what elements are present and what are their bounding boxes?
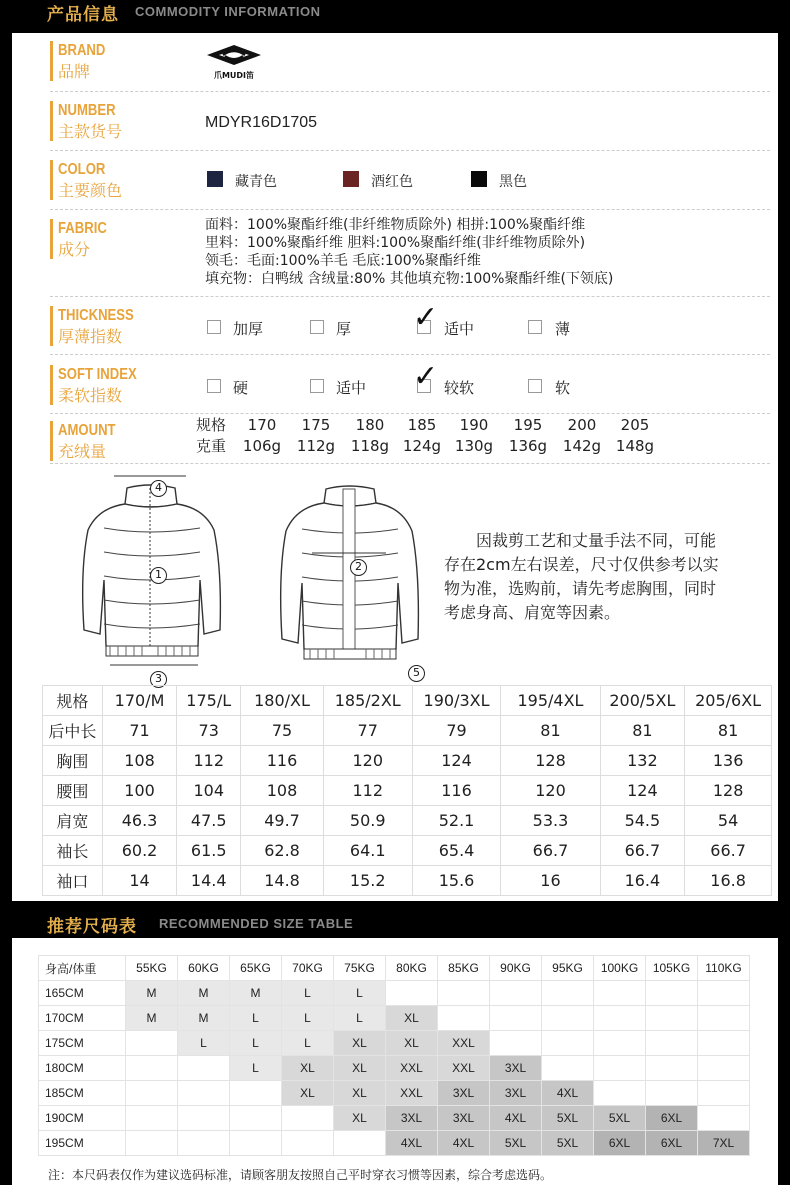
- size-table-cell: 46.3: [102, 806, 176, 836]
- fill-amount-size: 190: [459, 415, 489, 434]
- size-table-row: [43, 746, 772, 776]
- size-table-cell: 128: [501, 746, 600, 776]
- rec-table-cell: L: [230, 1006, 282, 1031]
- rec-table-cell: [230, 1081, 282, 1106]
- size-table-header-cell: 195/4XL: [501, 686, 600, 716]
- size-table-cell: 16.8: [685, 866, 772, 896]
- rec-table-cell: [698, 981, 750, 1006]
- rec-table-weight: 60KG: [178, 956, 230, 981]
- fill-amount-weight: 118g: [350, 436, 390, 455]
- size-table-header-cell: 170/M: [102, 686, 176, 716]
- rec-table-cell: [282, 1106, 334, 1131]
- size-table-cell: 79: [412, 716, 501, 746]
- rec-table-cell: 3XL: [438, 1106, 490, 1131]
- rec-table-row: [39, 1056, 750, 1081]
- fill-amount-weight: 106g: [242, 436, 282, 455]
- size-table-cell: 14.8: [241, 866, 324, 896]
- rec-table-cell: [646, 1081, 698, 1106]
- size-table-cell: 71: [102, 716, 176, 746]
- color-swatch-wine[interactable]: [343, 171, 359, 187]
- rec-table-row: [39, 1031, 750, 1056]
- brand-logo-text: 爪MUDI笛: [213, 71, 255, 80]
- size-table-row-label: 袖口: [43, 866, 103, 896]
- rec-table-cell: L: [282, 1031, 334, 1056]
- size-table-cell: 60.2: [102, 836, 176, 866]
- size-table-row: [43, 836, 772, 866]
- rec-table-cell: [438, 1006, 490, 1031]
- rec-table-cell: 3XL: [490, 1056, 542, 1081]
- rec-table-row: [39, 1131, 750, 1156]
- rec-table-cell: 4XL: [490, 1106, 542, 1131]
- size-table-cell: 61.5: [177, 836, 241, 866]
- size-table-header-row: [43, 686, 772, 716]
- size-table-cell: 66.7: [501, 836, 600, 866]
- rec-table-cell: [230, 1131, 282, 1156]
- size-table-header-cell: 185/2XL: [323, 686, 412, 716]
- rec-table-cell: XXL: [438, 1056, 490, 1081]
- rec-table-cell: L: [230, 1056, 282, 1081]
- fabric-line: 面料：100%聚酯纤维(非纤维物质除外) 相拼:100%聚酯纤维: [205, 217, 586, 233]
- rec-table-cell: [490, 981, 542, 1006]
- rec-table-weight: 70KG: [282, 956, 334, 981]
- section-title-cn: 推荐尺码表: [47, 917, 137, 937]
- soft-option: 硬: [233, 379, 249, 397]
- rec-table-cell: [438, 981, 490, 1006]
- rec-table-cell: [594, 981, 646, 1006]
- rec-table-cell: [594, 1031, 646, 1056]
- commodity-info-panel: BRAND 品牌 爪MUDI笛 NUMBER 主款货号 MDYR16D1705 COLOR 主要颜色 藏青色 酒红色 黑色 FABRIC 成分 面料：100%聚酯纤维(非纤维物质除外) 相拼:100%聚酯纤维 里料：100%聚酯纤维 胆料:100%聚酯纤维(非纤维物质除外) 领毛：毛面:100%羊毛 毛底:100%聚酯纤维 填充物：白鸭绒 含绒量:80% 其他填充物:100%聚酯纤维(下领底) THICKNESS 厚薄指数 加厚 厚 ✓ 适中 薄 SOFT INDEX 柔软指数 硬 适中 ✓ 较软 软 AMOUNT 充绒量 规格 170 175 180 185 190 195 200 205 克重 106g 112g 118g 124g 130g 136g 142g 148g 1 2 3 4 5 因裁剪工艺和丈量手法不同，可能 存在2cm左右误差，尺寸仅供参考以实 物为准，选购前，请先考虑胸围，同时 考虑身高、肩宽等因素。 规格 170/M 175/L 180/XL 185/2XL 190/3XL 195/4XL 200/5XL 205/6XL 后中长 71 73 75 77 79 81 81 81 胸围 108 112 116 120 124 128 132 136 腰围 100 104 108 112 116 120 124 128 肩宽 46.3 47.5 49.7 50.9 52.1 53.3 54.5 54 袖长 60.2 61.5 62.8 64.1 65.4 66.7 66.7 66.7 袖口 14 14.4 14.8 15.2 15.6 16 16.4 16.8: [12, 33, 778, 901]
- rec-table-cell: 6XL: [646, 1131, 698, 1156]
- rec-table-cell: XL: [334, 1031, 386, 1056]
- rec-table-cell: [698, 1081, 750, 1106]
- rec-table-cell: [646, 1006, 698, 1031]
- rec-table-cell: [646, 1056, 698, 1081]
- rec-table-cell: 3XL: [386, 1106, 438, 1131]
- rec-table-cell: [386, 981, 438, 1006]
- section-title-en: COMMODITY INFORMATION: [135, 4, 321, 19]
- size-table-cell: 16: [501, 866, 600, 896]
- size-table-cell: 65.4: [412, 836, 501, 866]
- rec-table-cell: [646, 981, 698, 1006]
- rec-table-cell: [282, 1131, 334, 1156]
- section-header-commodity: [0, 0, 790, 24]
- fill-amount-size: 170: [247, 415, 277, 434]
- rec-table-cell: 4XL: [386, 1131, 438, 1156]
- rec-table-cell: [542, 981, 594, 1006]
- rec-table-cell: [126, 1056, 178, 1081]
- rec-table-cell: 3XL: [438, 1081, 490, 1106]
- rec-table-cell: XXL: [386, 1081, 438, 1106]
- brand-logo: [205, 43, 263, 80]
- size-table-cell: 136: [685, 746, 772, 776]
- soft-option: 适中: [336, 379, 367, 397]
- size-table-cell: 112: [177, 746, 241, 776]
- size-table-cell: 52.1: [412, 806, 501, 836]
- fill-amount-header: 规格: [195, 416, 226, 434]
- rec-table-cell: XL: [386, 1031, 438, 1056]
- measurement-marker: 1: [150, 567, 167, 584]
- size-table-cell: 64.1: [323, 836, 412, 866]
- rec-table-cell: 6XL: [646, 1106, 698, 1131]
- size-table-cell: 75: [241, 716, 324, 746]
- thickness-checkbox-thin[interactable]: [528, 320, 542, 334]
- size-table-header-cell: 190/3XL: [412, 686, 501, 716]
- size-table-cell: 81: [685, 716, 772, 746]
- rec-table-cell: L: [178, 1031, 230, 1056]
- rec-table-cell: XL: [334, 1056, 386, 1081]
- size-table-cell: 73: [177, 716, 241, 746]
- fabric-line: 领毛：毛面:100%羊毛 毛底:100%聚酯纤维: [205, 253, 481, 269]
- fill-amount-size: 175: [301, 415, 331, 434]
- size-table-cell: 81: [501, 716, 600, 746]
- size-table-cell: 124: [412, 746, 501, 776]
- size-table-cell: 66.7: [685, 836, 772, 866]
- rec-table-cell: 4XL: [542, 1081, 594, 1106]
- rec-table-cell: [126, 1081, 178, 1106]
- rec-table-cell: [698, 1031, 750, 1056]
- rec-table-cell: L: [282, 1006, 334, 1031]
- rec-table-cell: XL: [282, 1081, 334, 1106]
- rec-table-weight: 80KG: [386, 956, 438, 981]
- size-table-cell: 47.5: [177, 806, 241, 836]
- rec-table-cell: M: [178, 981, 230, 1006]
- rec-table-cell: [698, 1056, 750, 1081]
- rec-table-cell: 5XL: [542, 1131, 594, 1156]
- rec-table-row: [39, 1006, 750, 1031]
- fill-amount-weight: 124g: [402, 436, 442, 455]
- soft-checkbox-soft[interactable]: [528, 379, 542, 393]
- rec-table-cell: L: [334, 981, 386, 1006]
- fill-amount-weight: 112g: [296, 436, 336, 455]
- rec-table-cell: [178, 1056, 230, 1081]
- size-table-row-label: 后中长: [43, 716, 103, 746]
- rec-table-height: 190CM: [39, 1106, 126, 1131]
- thickness-option: 适中: [444, 320, 475, 338]
- rec-table-cell: [490, 1006, 542, 1031]
- rec-table-cell: XL: [334, 1081, 386, 1106]
- fill-amount-header: 克重: [195, 437, 226, 455]
- size-table-cell: 104: [177, 776, 241, 806]
- rec-table-weight: 110KG: [698, 956, 750, 981]
- size-table-row: [43, 806, 772, 836]
- rec-table-cell: [646, 1031, 698, 1056]
- rec-table-cell: M: [126, 1006, 178, 1031]
- size-table-cell: 77: [323, 716, 412, 746]
- rec-table-cell: [594, 1006, 646, 1031]
- color-name-wine: 酒红色: [371, 174, 413, 190]
- size-table-header-cell: 205/6XL: [685, 686, 772, 716]
- rec-table-cell: 4XL: [438, 1131, 490, 1156]
- rec-table-row: [39, 981, 750, 1006]
- size-table-cell: 128: [685, 776, 772, 806]
- jacket-diagram-back: [270, 473, 430, 673]
- fill-amount-size-row: [187, 414, 661, 435]
- size-measurement-table: [42, 685, 772, 896]
- thickness-option: 厚: [336, 320, 352, 338]
- soft-option: 软: [555, 379, 571, 397]
- rec-table-cell: [698, 1006, 750, 1031]
- size-table-cell: 66.7: [600, 836, 685, 866]
- rec-table-header-row: [39, 956, 750, 981]
- rec-table-cell: XL: [334, 1106, 386, 1131]
- rec-table-cell: [542, 1056, 594, 1081]
- rec-table-weight: 75KG: [334, 956, 386, 981]
- rec-table-height: 165CM: [39, 981, 126, 1006]
- rec-table-height: 175CM: [39, 1031, 126, 1056]
- check-mark-icon: ✓: [413, 300, 439, 335]
- size-table-cell: 15.6: [412, 866, 501, 896]
- rec-table-weight: 85KG: [438, 956, 490, 981]
- fill-amount-size: 180: [355, 415, 385, 434]
- rec-table-weight: 55KG: [126, 956, 178, 981]
- size-table-row-label: 胸围: [43, 746, 103, 776]
- rec-table-weight: 95KG: [542, 956, 594, 981]
- size-table-note: 注：本尺码表仅作为建议选码标准，请顾客朋友按照自己平时穿衣习惯等因素，综合考虑选码。: [48, 1168, 553, 1182]
- section-header-recommended: [0, 912, 790, 936]
- rec-table-weight: 105KG: [646, 956, 698, 981]
- color-swatch-navy[interactable]: [207, 171, 223, 187]
- rec-table-cell: [126, 1131, 178, 1156]
- rec-table-cell: XL: [386, 1006, 438, 1031]
- size-table-row: [43, 776, 772, 806]
- rec-table-cell: [542, 1006, 594, 1031]
- rec-table-cell: XXL: [438, 1031, 490, 1056]
- section-title-en: RECOMMENDED SIZE TABLE: [159, 916, 354, 931]
- rec-table-row: [39, 1106, 750, 1131]
- measurement-marker: 3: [150, 671, 167, 688]
- fill-amount-size: 205: [620, 415, 650, 434]
- size-table-cell: 120: [501, 776, 600, 806]
- size-table-cell: 54: [685, 806, 772, 836]
- fill-amount-table: [187, 414, 661, 456]
- size-table-row-label: 腰围: [43, 776, 103, 806]
- fabric-line: 里料：100%聚酯纤维 胆料:100%聚酯纤维(非纤维物质除外): [205, 235, 586, 251]
- color-name-navy: 藏青色: [235, 174, 277, 190]
- size-table-cell: 54.5: [600, 806, 685, 836]
- size-table-row: [43, 716, 772, 746]
- rec-table-corner: 身高/体重: [39, 956, 126, 981]
- rec-table-cell: [178, 1081, 230, 1106]
- size-table-cell: 116: [412, 776, 501, 806]
- rec-table-row: [39, 1081, 750, 1106]
- rec-table-cell: [334, 1131, 386, 1156]
- fill-amount-weight: 148g: [615, 436, 655, 455]
- check-mark-icon: ✓: [413, 359, 439, 394]
- rec-table-cell: [698, 1106, 750, 1131]
- item-number: MDYR16D1705: [205, 114, 318, 131]
- rec-table-cell: M: [230, 981, 282, 1006]
- color-swatch-black[interactable]: [471, 171, 487, 187]
- rec-table-cell: 5XL: [542, 1106, 594, 1131]
- rec-table-height: 180CM: [39, 1056, 126, 1081]
- recommended-size-panel: [12, 938, 778, 1185]
- size-table-cell: 120: [323, 746, 412, 776]
- rec-table-height: 195CM: [39, 1131, 126, 1156]
- rec-table-cell: M: [178, 1006, 230, 1031]
- rec-table-cell: [230, 1106, 282, 1131]
- measurement-marker: 4: [150, 480, 167, 497]
- rec-table-weight: 100KG: [594, 956, 646, 981]
- size-table-header-cell: 175/L: [177, 686, 241, 716]
- fill-amount-weight: 130g: [454, 436, 494, 455]
- size-table-cell: 108: [102, 746, 176, 776]
- size-table-cell: 108: [241, 776, 324, 806]
- rec-table-cell: XL: [282, 1056, 334, 1081]
- rec-table-cell: [126, 1106, 178, 1131]
- measurement-marker: 2: [350, 559, 367, 576]
- size-table-cell: 132: [600, 746, 685, 776]
- color-name-black: 黑色: [499, 174, 527, 190]
- size-table-header-cell: 规格: [43, 686, 103, 716]
- rec-table-height: 185CM: [39, 1081, 126, 1106]
- size-table-cell: 14: [102, 866, 176, 896]
- rec-table-cell: XXL: [386, 1056, 438, 1081]
- size-table-cell: 15.2: [323, 866, 412, 896]
- rec-table-cell: [594, 1056, 646, 1081]
- size-table-cell: 81: [600, 716, 685, 746]
- rec-table-cell: [178, 1106, 230, 1131]
- rec-table-cell: [126, 1031, 178, 1056]
- rec-table-cell: L: [334, 1006, 386, 1031]
- fill-amount-weight: 142g: [562, 436, 602, 455]
- size-table-header-cell: 200/5XL: [600, 686, 685, 716]
- size-table-row: [43, 866, 772, 896]
- rec-table-cell: L: [230, 1031, 282, 1056]
- size-table-cell: 62.8: [241, 836, 324, 866]
- rec-table-height: 170CM: [39, 1006, 126, 1031]
- soft-checkbox-hard[interactable]: [207, 379, 221, 393]
- soft-option: 较软: [444, 379, 475, 397]
- size-table-cell: 53.3: [501, 806, 600, 836]
- size-table-cell: 112: [323, 776, 412, 806]
- rec-table-cell: M: [126, 981, 178, 1006]
- thickness-option: 加厚: [233, 320, 264, 338]
- recommended-size-table: [38, 955, 750, 1156]
- size-table-row-label: 袖长: [43, 836, 103, 866]
- rec-table-cell: [490, 1031, 542, 1056]
- rec-table-cell: 6XL: [594, 1131, 646, 1156]
- size-table-header-cell: 180/XL: [241, 686, 324, 716]
- size-table-cell: 100: [102, 776, 176, 806]
- size-table-cell: 14.4: [177, 866, 241, 896]
- fill-amount-weight-row: [187, 435, 661, 456]
- section-title-cn: 产品信息: [47, 5, 119, 25]
- rec-table-cell: [594, 1081, 646, 1106]
- rec-table-weight: 90KG: [490, 956, 542, 981]
- size-table-cell: 16.4: [600, 866, 685, 896]
- fill-amount-size: 200: [567, 415, 597, 434]
- fill-amount-size: 195: [513, 415, 543, 434]
- thickness-option: 薄: [555, 320, 571, 338]
- measurement-note: 因裁剪工艺和丈量手法不同，可能 存在2cm左右误差，尺寸仅供参考以实 物为准，选购前，请先考虑胸围，同时 考虑身高、肩宽等因素。: [444, 531, 719, 622]
- rec-table-cell: [542, 1031, 594, 1056]
- rec-table-cell: L: [282, 981, 334, 1006]
- size-table-cell: 49.7: [241, 806, 324, 836]
- rec-table-cell: 5XL: [594, 1106, 646, 1131]
- fabric-line: 填充物：白鸭绒 含绒量:80% 其他填充物:100%聚酯纤维(下领底): [205, 271, 614, 287]
- size-table-row-label: 肩宽: [43, 806, 103, 836]
- size-table-cell: 116: [241, 746, 324, 776]
- soft-checkbox-medium[interactable]: [310, 379, 324, 393]
- rec-table-cell: 3XL: [490, 1081, 542, 1106]
- rec-table-weight: 65KG: [230, 956, 282, 981]
- size-table-cell: 124: [600, 776, 685, 806]
- measurement-marker: 5: [408, 665, 425, 682]
- rec-table-cell: 7XL: [698, 1131, 750, 1156]
- thickness-checkbox-thick[interactable]: [310, 320, 324, 334]
- fill-amount-weight: 136g: [508, 436, 548, 455]
- size-table-cell: 50.9: [323, 806, 412, 836]
- rec-table-cell: 5XL: [490, 1131, 542, 1156]
- fill-amount-size: 185: [407, 415, 437, 434]
- rec-table-cell: [178, 1131, 230, 1156]
- thickness-checkbox-thick-plus[interactable]: [207, 320, 221, 334]
